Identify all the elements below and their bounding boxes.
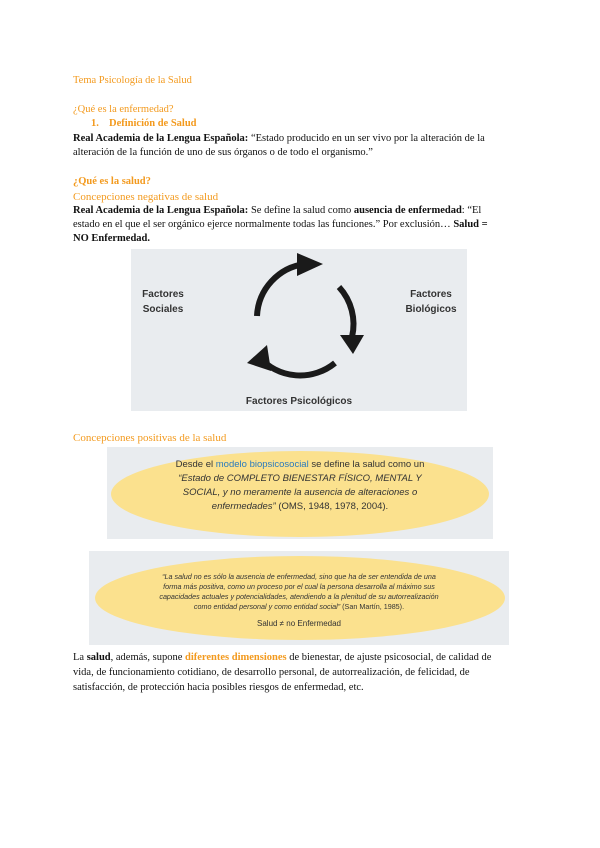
san-martin-line-2: forma más positiva, como un proceso por el cual la persona desarrolla al máximo sus [163,582,435,591]
final-e: de bienestar, de ajuste psicosocial, de calidad de [286,652,492,663]
oms-line-1a: Desde el [175,459,216,470]
rae-def-1: “Estado producido en un ser vivo por la alteración de la [250,133,485,144]
arrowhead-bottom [247,345,271,371]
salud-paragraph-1 [73,204,481,218]
oms-definition-figure [107,447,493,539]
factors-cycle-figure [131,249,467,411]
doc-title: Tema Psicología de la Salud [73,75,192,86]
san-martin-text [103,572,495,629]
salud-def-b: ausencia de enfermedad [353,205,462,216]
arc-right [339,287,354,337]
question-enfermedad: ¿Qué es la enfermedad? [73,104,174,115]
final-c: , además, supone [110,652,185,663]
oms-line-1c: se define la salud como un [308,459,425,470]
rae-def-2: alteración de la función de uno de sus órganos o de todo el organismo.” [73,147,373,158]
final-paragraph-1 [73,651,491,665]
oms-model-link: modelo biopsicosocial [215,459,309,470]
oms-line-4a: enfermedades” [211,501,276,512]
heading-negativas: Concepciones negativas de salud [73,191,219,203]
biologicos-line-1: Factores [410,289,452,300]
salud-line2-a: estado en el que el ser orgánico ejerce normalmente todas las funciones.” Por exclusión… [73,219,454,230]
oms-line-2: “Estado de COMPLETO BIENESTAR FÍSICO, MENTAL Y [178,473,422,484]
sociales-line-2: Sociales [142,304,184,315]
san-martin-line-3: capacidades actuales y potencialidades, atendiendo a la plenitud de su autorrealización [159,592,439,601]
final-paragraph-3: satisfacción, de protección hacia posibles riesgos de enfermedad, etc. [73,682,364,693]
sociales-line-1: Factores [142,289,184,300]
san-martin-line-4 [103,602,495,612]
oms-text [117,458,483,514]
rae-label: Real Academia de la Lengua Española: [73,133,249,144]
oms-line-3: SOCIAL, y no meramente la ausencia de alteraciones o [182,487,418,498]
san-martin-conclusion: Salud ≠ no Enfermedad [257,619,341,628]
oms-line-4 [117,500,483,514]
arrowhead-right [340,335,364,354]
rae-paragraph-1 [73,132,485,146]
question-salud: ¿Qué es la salud? [73,176,151,187]
salud-def-a: Se define la salud como [248,205,354,216]
label-factores-biologicos [393,287,469,317]
oms-line-4b: (OMS, 1948, 1978, 2004). [275,501,389,512]
san-martin-line-4b: (San Martín, 1985). [340,602,405,611]
list-number: 1. [91,118,99,129]
san-martin-line-4a: como entidad personal y como entidad social” [193,602,341,611]
san-martin-figure [89,551,509,645]
final-b: salud [86,652,111,663]
salud-line3: NO Enfermedad. [73,233,150,244]
list-item-definicion: Definición de Salud [109,118,197,129]
arc-bottom [259,357,335,375]
heading-positivas: Concepciones positivas de la salud [73,432,227,444]
san-martin-line-1: “La salud no es sólo la ausencia de enfermedad, sino que ha de ser entendida de una [162,572,436,581]
label-factores-psicologicos: Factores Psicológicos [245,396,353,407]
salud-paragraph-2 [73,218,488,232]
salud-line2-b: Salud = [453,219,488,230]
final-d: diferentes dimensiones [185,652,287,663]
rae-label-2: Real Academia de la Lengua Española: [73,205,249,216]
cycle-arrows [227,249,367,389]
final-a: La [73,652,87,663]
label-factores-sociales [131,287,195,317]
final-paragraph-2: vida, de funcionamiento cotidiano, de desarrollo personal, de autorrealización, de felicidad, de [73,667,470,678]
oms-line-1 [117,458,483,472]
biologicos-line-2: Biológicos [405,304,457,315]
arrowhead-top [297,253,323,276]
salud-def-c: : “El [461,205,482,216]
